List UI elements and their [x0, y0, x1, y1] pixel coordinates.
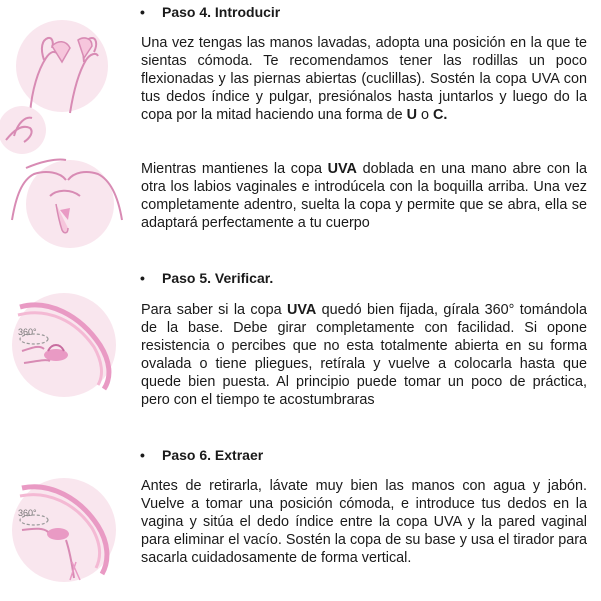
letter-c: C.: [433, 107, 448, 124]
bullet: •: [140, 447, 145, 463]
brand-uva: UVA: [327, 161, 357, 177]
step-4-paragraph-1: [141, 34, 587, 124]
text-run: Mientras mantienes la copa: [141, 161, 328, 177]
step-6-paragraph: Antes de retirarla, lávate muy bien las manos con agua y jabón. Vuelve a tomar una posición cómoda, e introduce tus dedos en la vagina y sitúa el dedo índice entre la copa UVA y la pared vaginal para eliminar el vacío. Sostén la copa de su base y usa el tirador para sacarla cuidadosamente de forma vertical.: [141, 478, 587, 567]
text-run: doblada en una mano abre con la otra los labios vaginales e introdúcela con la boquilla arriba. Una vez completamente adentro, suelta la copa y permite que se abra, ella se adaptará perfectamente a tu cuerpo: [141, 161, 587, 232]
step-4-heading: [140, 3, 280, 21]
step-6-heading: [140, 446, 263, 464]
extract-cup-illustration: [0, 470, 130, 590]
step-4-paragraph-2: [141, 160, 587, 232]
text-run: quedó bien fijada, gírala 360° tomándola de la base. Debe girar completamente con facilidad. Si opone resistencia o percibes que no esta totalmente abierta en su forma ovalada o tiene pliegues, retírala y vuelve a colocarla hasta que quede bien puesta. Al principio puede tomar un poco de práctica, pero con el tiempo te acostumbraras: [141, 302, 587, 409]
rotation-360-label: 360°: [18, 508, 37, 518]
step-4-title: Paso 4. Introducir: [162, 4, 281, 20]
verify-rotation-illustration: [0, 285, 130, 405]
step-5-title: Paso 5. Verificar.: [162, 270, 274, 286]
step-6-title: Paso 6. Extraer: [162, 447, 264, 463]
bullet: •: [140, 4, 145, 20]
rotation-360-label: 360°: [18, 327, 37, 337]
step-5-paragraph: [141, 301, 587, 410]
brand-uva: UVA: [286, 302, 317, 318]
text-run: o: [417, 107, 434, 124]
squatting-insertion-illustration: [0, 100, 130, 248]
text-run: Para saber si la copa: [141, 302, 287, 318]
step-5-heading: [140, 269, 273, 287]
bullet: •: [140, 270, 145, 286]
text-run: Una vez tengas las manos lavadas, adopta una posición en la que te sientas cómoda. Te recomendamos tener las rodillas un poco flexionadas y las piernas abiertas (cuclillas). Sostén la copa UVA con tus dedos índice y pulgar, presiónalos hasta juntarlos y luego do la copa por la mitad haciendo una forma de: [141, 35, 587, 124]
letter-u: U: [406, 107, 418, 124]
